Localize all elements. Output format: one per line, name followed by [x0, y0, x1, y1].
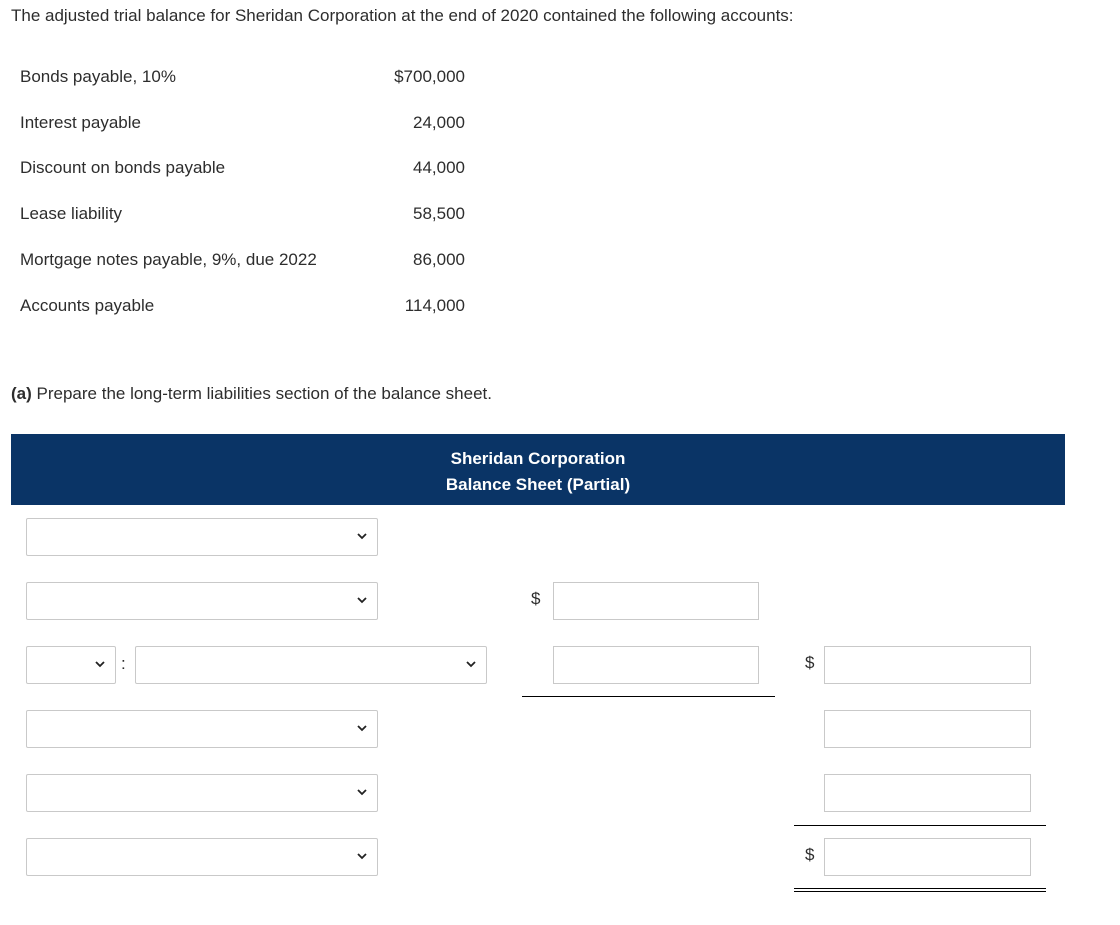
account-amount: 24,000: [413, 113, 465, 132]
chevron-down-icon: [355, 785, 369, 799]
company-name: Sheridan Corporation: [450, 449, 626, 468]
account-label: Bonds payable, 10%: [20, 67, 176, 86]
double-underline-top: [794, 888, 1046, 889]
account-amount: $700,000: [394, 67, 465, 86]
account-label: Lease liability: [20, 204, 123, 223]
question-text: Prepare the long-term liabilities section of the balance sheet.: [36, 384, 492, 403]
double-underline-bottom: [794, 891, 1046, 892]
total-input-4[interactable]: [824, 710, 1031, 748]
chevron-down-icon: [464, 657, 478, 671]
total-underline: [794, 825, 1046, 826]
account-select-4[interactable]: [26, 710, 378, 748]
less-select[interactable]: [26, 646, 116, 684]
total-input-5[interactable]: [824, 774, 1031, 812]
account-label: Discount on bonds payable: [20, 158, 226, 177]
subtotal-underline: [522, 696, 775, 697]
account-label: Interest payable: [20, 113, 141, 132]
account-amount: 86,000: [413, 250, 465, 269]
chevron-down-icon: [93, 657, 107, 671]
question-prompt: [11, 384, 492, 404]
account-select-3[interactable]: [135, 646, 487, 684]
account-amount: 44,000: [413, 158, 465, 177]
account-amount: 114,000: [404, 296, 465, 315]
amount-input-3[interactable]: [553, 646, 759, 684]
account-label: Mortgage notes payable, 9%, due 2022: [20, 250, 317, 269]
account-label: Accounts payable: [20, 296, 155, 315]
account-select-6[interactable]: [26, 838, 378, 876]
chevron-down-icon: [355, 593, 369, 607]
intro-text: The adjusted trial balance for Sheridan Corporation at the end of 2020 contained the following accounts:: [11, 6, 794, 25]
grand-total-input[interactable]: [824, 838, 1031, 876]
question-part: (a): [11, 384, 32, 403]
dollar-sign: $: [531, 589, 541, 608]
colon-separator: :: [121, 654, 126, 673]
dollar-sign: $: [805, 653, 815, 672]
total-input-3[interactable]: [824, 646, 1031, 684]
statement-title: Balance Sheet (Partial): [445, 475, 631, 494]
dollar-sign: $: [805, 845, 815, 864]
statement-header: [11, 434, 1065, 505]
chevron-down-icon: [355, 849, 369, 863]
chevron-down-icon: [355, 721, 369, 735]
account-select-1[interactable]: [26, 518, 378, 556]
amount-input-2[interactable]: [553, 582, 759, 620]
account-select-2[interactable]: [26, 582, 378, 620]
account-select-5[interactable]: [26, 774, 378, 812]
chevron-down-icon: [355, 529, 369, 543]
account-amount: 58,500: [413, 204, 465, 223]
